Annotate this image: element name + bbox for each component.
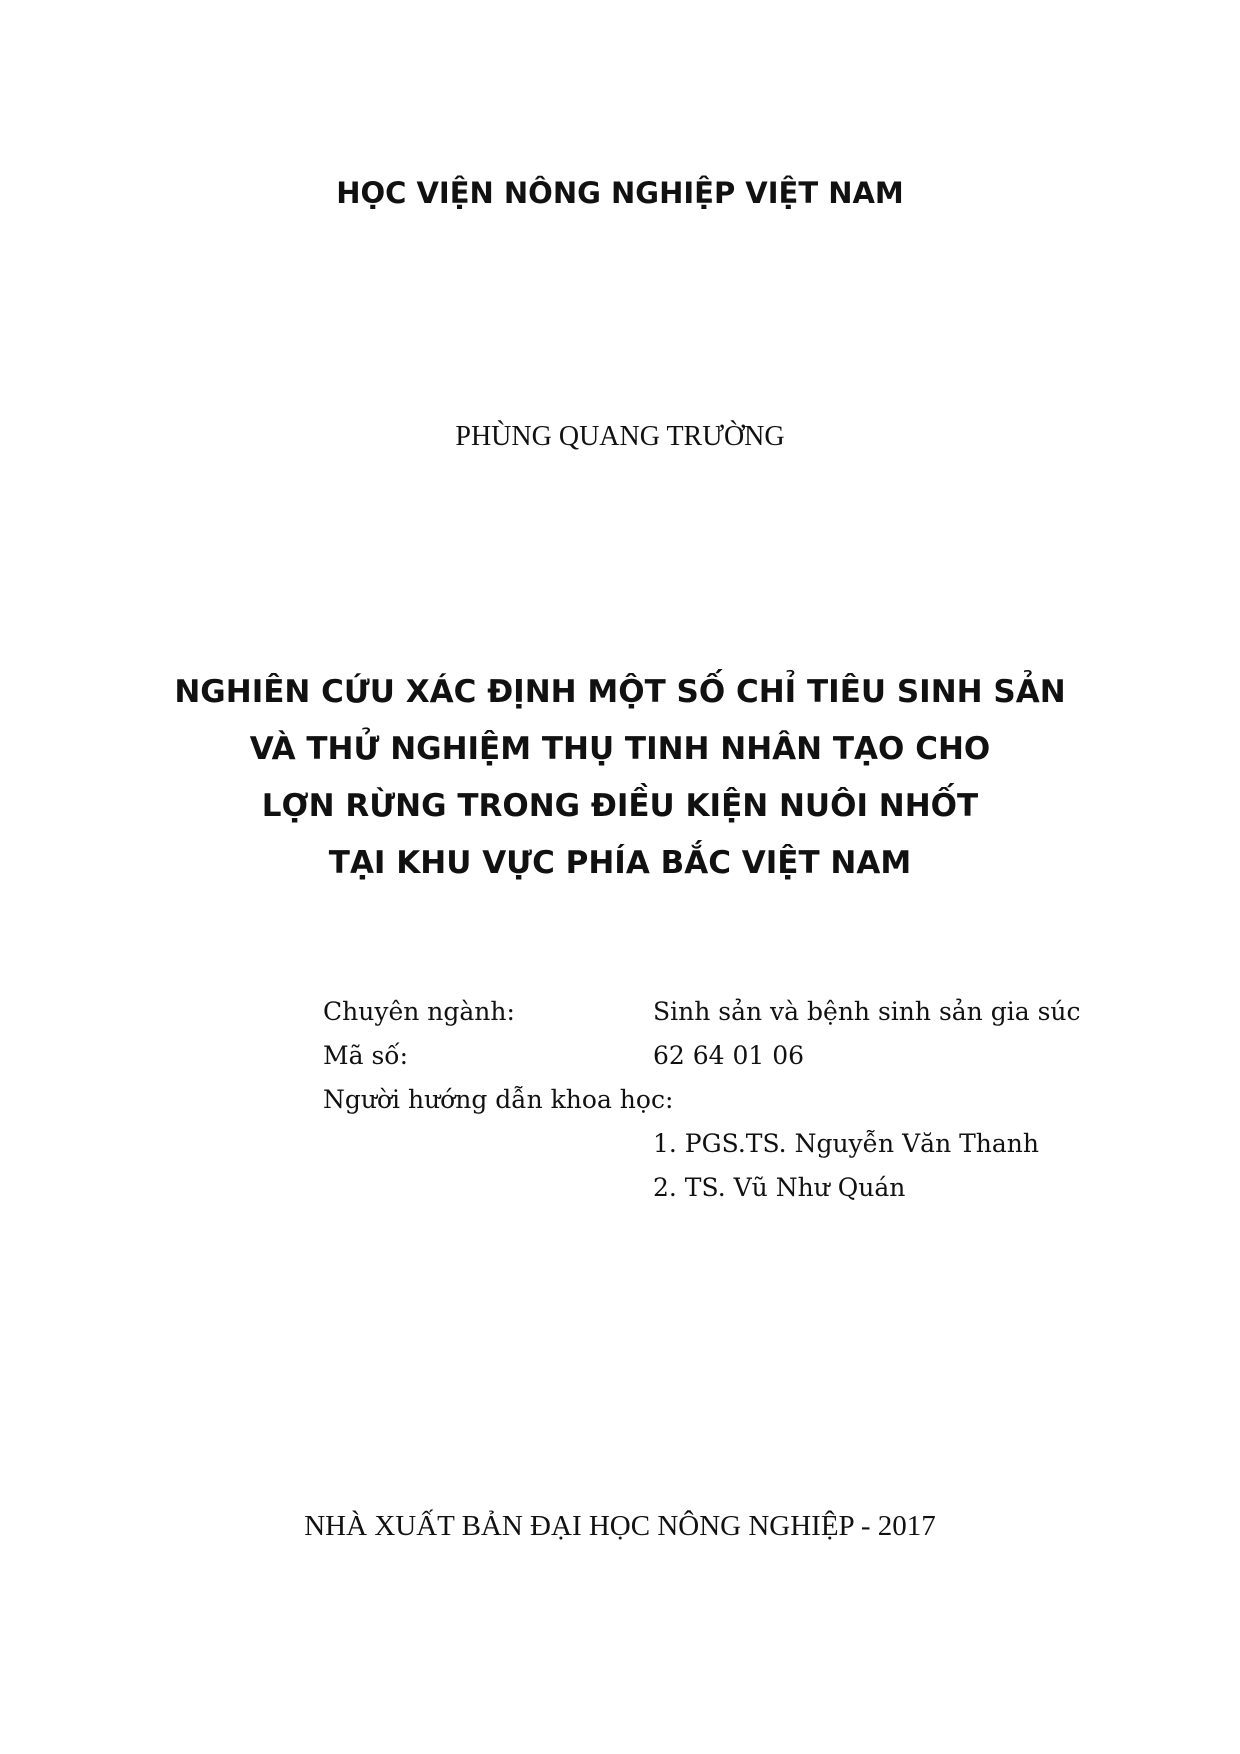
thesis-title-line: LỢN RỪNG TRONG ĐIỀU KIỆN NUÔI NHỐT [261,788,979,824]
major-row [323,990,1123,1034]
advisor-row [323,1166,1123,1210]
code-row [323,1034,1123,1078]
advisor-name: 2. TS. Vũ Như Quán [653,1173,906,1202]
institution-name: HỌC VIỆN NÔNG NGHIỆP VIỆT NAM [336,176,904,210]
code-value: 62 64 01 06 [653,1041,805,1070]
thesis-title [0,664,1240,892]
thesis-title-line: VÀ THỬ NGHIỆM THỤ TINH NHÂN TẠO CHO [249,731,991,767]
thesis-details [323,990,1123,1210]
thesis-title-line: TẠI KHU VỰC PHÍA BẮC VIỆT NAM [328,845,912,881]
advisor-row [323,1122,1123,1166]
advisors-row [323,1078,1123,1122]
publisher-line: NHÀ XUẤT BẢN ĐẠI HỌC NÔNG NGHIỆP - 2017 [304,1510,936,1542]
code-label: Mã số: [323,1041,408,1070]
advisor-name: 1. PGS.TS. Nguyễn Văn Thanh [653,1129,1039,1158]
thesis-title-line: NGHIÊN CỨU XÁC ĐỊNH MỘT SỐ CHỈ TIÊU SINH SẢN [174,674,1066,710]
author-name: PHÙNG QUANG TRƯỜNG [455,421,785,452]
advisors-label: Người hướng dẫn khoa học: [323,1085,674,1114]
major-value: Sinh sản và bệnh sinh sản gia súc [653,997,1081,1026]
major-label: Chuyên ngành: [323,997,515,1026]
